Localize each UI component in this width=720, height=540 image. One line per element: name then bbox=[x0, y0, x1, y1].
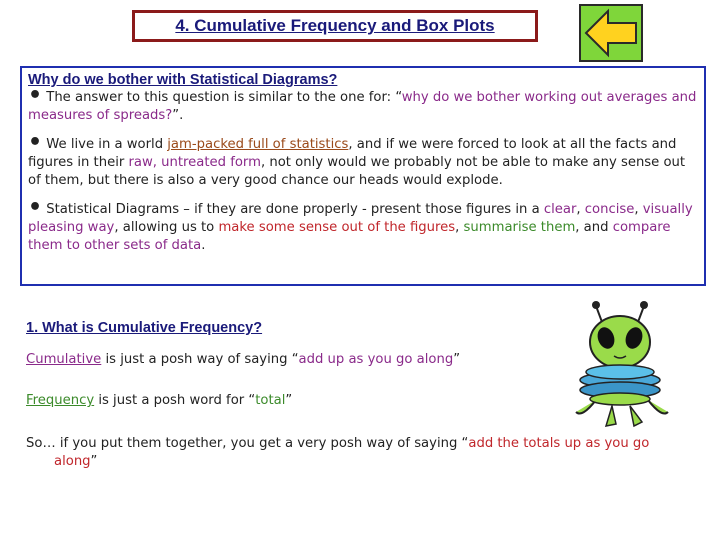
bullet: • bbox=[28, 130, 43, 155]
alien-illustration bbox=[572, 300, 672, 428]
why-paragraph-1 bbox=[28, 83, 698, 125]
text: . bbox=[201, 238, 206, 253]
highlight: add up as you go along bbox=[298, 352, 454, 367]
why-paragraph-2 bbox=[28, 130, 698, 190]
why-panel bbox=[20, 66, 706, 286]
cf-heading: 1. What is Cumulative Frequency? bbox=[26, 320, 263, 336]
text: ” bbox=[90, 454, 98, 469]
highlight: summarise them bbox=[463, 220, 576, 235]
text: , allowing us to bbox=[114, 220, 219, 235]
text: ”. bbox=[172, 108, 184, 123]
term-frequency: Frequency bbox=[26, 393, 95, 408]
title-box bbox=[132, 10, 538, 42]
text: The answer to this question is similar to the one for: “ bbox=[46, 90, 402, 105]
text: , bbox=[576, 202, 585, 217]
text: is just a posh way of saying “ bbox=[101, 352, 299, 367]
highlight: visually pleasing way bbox=[28, 202, 693, 235]
highlight: make some sense out of the figures bbox=[218, 220, 456, 235]
text: So… if you put them together, you get a very posh way of saying “ bbox=[26, 436, 469, 451]
highlight: add the totals up as you go along bbox=[54, 436, 650, 469]
why-heading: Why do we bother with Statistical Diagrams? bbox=[28, 72, 338, 88]
text: , bbox=[634, 202, 643, 217]
highlight: why do we bother working out averages and measures of spreads? bbox=[28, 90, 697, 123]
cf-line-3 bbox=[26, 435, 686, 471]
highlight: compare them to other sets of data bbox=[28, 220, 671, 253]
text: , and if we were forced to look at all the facts and figures in their bbox=[28, 137, 677, 170]
text: , bbox=[455, 220, 464, 235]
highlight: concise bbox=[584, 202, 635, 217]
text: is just a posh word for “ bbox=[94, 393, 256, 408]
text: , not only would we probably not be able to make any sense out of them, but there is also a very good chance our heads would explode. bbox=[28, 155, 686, 188]
page-title: 4. Cumulative Frequency and Box Plots bbox=[175, 16, 495, 35]
text: Statistical Diagrams – if they are done properly - present those figures in a bbox=[46, 202, 544, 217]
term-cumulative: Cumulative bbox=[26, 352, 102, 367]
bullet: • bbox=[28, 83, 43, 108]
why-paragraph-3 bbox=[28, 195, 698, 255]
text: We live in a world bbox=[46, 137, 168, 152]
highlight: clear bbox=[543, 202, 577, 217]
text: ” bbox=[285, 393, 293, 408]
highlight: total bbox=[255, 393, 286, 408]
text: ” bbox=[453, 352, 461, 367]
text: , and bbox=[575, 220, 613, 235]
bullet: • bbox=[28, 195, 43, 220]
left-arrow-icon[interactable] bbox=[578, 3, 644, 63]
highlight: raw, untreated form bbox=[128, 155, 261, 170]
highlight: jam-packed full of statistics bbox=[167, 137, 349, 152]
